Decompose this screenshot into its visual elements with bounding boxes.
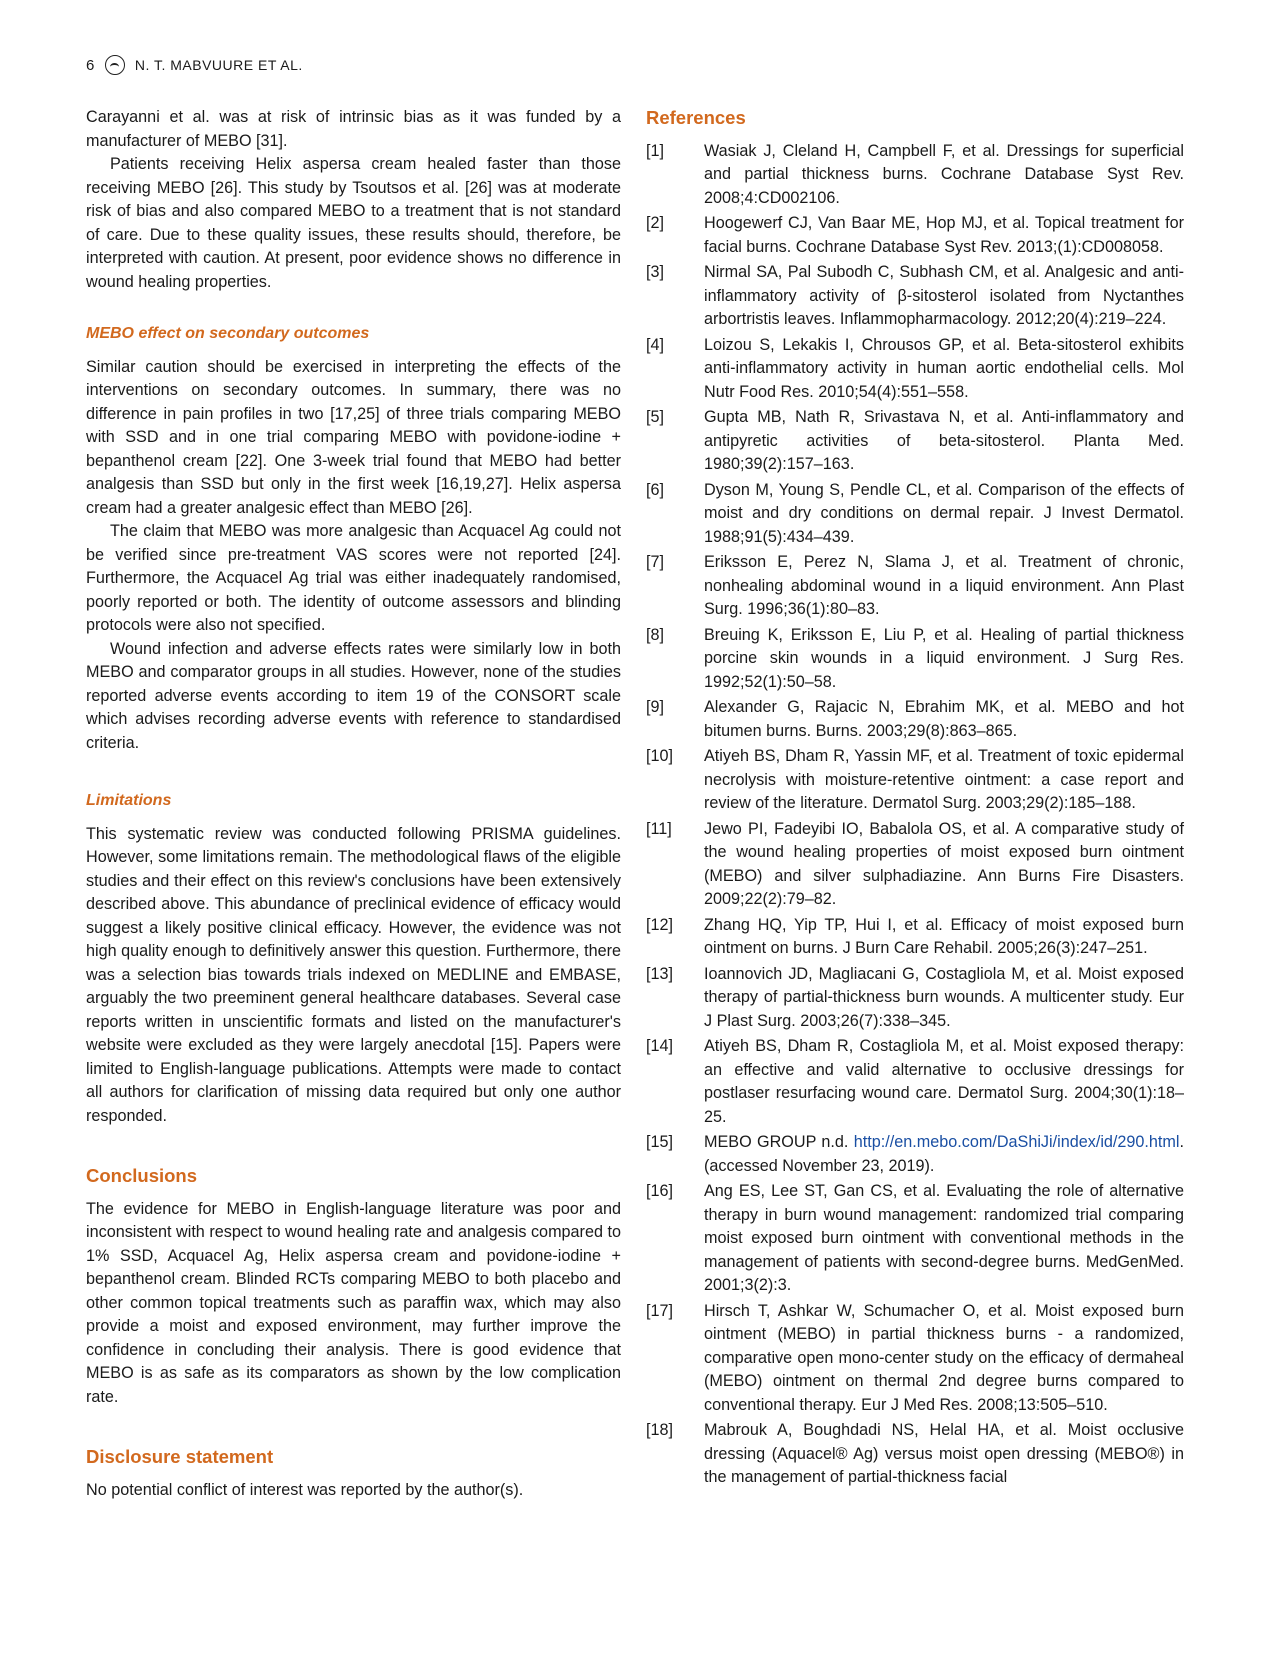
reference-text-pre: MEBO GROUP n.d. [704,1133,854,1151]
reference-item [646,1035,1184,1129]
reference-text: Zhang HQ, Yip TP, Hui I, et al. Efficacy of moist exposed burn ointment on burns. J Burn Care Rehabil. 2005;26(3):247–251. [704,915,1184,957]
running-header [86,52,303,78]
reference-item [646,551,1184,622]
reference-item [646,1180,1184,1298]
reference-number: [18] [646,1421,674,1439]
reference-text: Mabrouk A, Boughdadi NS, Helal HA, et al. Moist occlusive dressing (Aquacel® Ag) versus moist open dressing (MEBO®) in the management of partial-thickness facial [704,1421,1184,1486]
reference-item [646,963,1184,1034]
reference-text: Eriksson E, Perez N, Slama J, et al. Treatment of chronic, nonhealing abdominal wound in a liquid environment. Ann Plast Surg. 1996;36(1):80–83. [704,553,1184,618]
paragraph-carayanni: Carayanni et al. was at risk of intrinsic bias as it was funded by a manufacturer of MEBO [31]. [86,108,621,150]
reference-number: [16] [646,1182,674,1200]
running-authors: N. T. MABVUURE ET AL. [134,57,303,73]
reference-text: Gupta MB, Nath R, Srivastava N, et al. Anti-inflammatory and antipyretic activities of beta-sitosterol. Planta Med. 1980;39(2):157–163. [704,408,1184,473]
reference-item [646,406,1184,477]
reference-text: Atiyeh BS, Dham R, Yassin MF, et al. Treatment of toxic epidermal necrolysis with moisture-retentive ointment: a case report and review of the literature. Dermatol Surg. 2003;29(2):185–188. [704,747,1184,812]
reference-number: [15] [646,1133,674,1151]
left-column [86,106,621,1502]
reference-item [646,212,1184,259]
reference-text: Hoogewerf CJ, Van Baar ME, Hop MJ, et al. Topical treatment for facial burns. Cochrane Database Syst Rev. 2013;(1):CD008058. [704,214,1184,256]
paragraph-acquacel-claim: The claim that MEBO was more analgesic than Acquacel Ag could not be verified since pre-treatment VAS scores were not reported [24]. Furthermore, the Acquacel Ag trial was either inadequately randomised, poorly reported or both. The identity of outcome assessors and blinding protocols were also not specified. [86,522,621,634]
reference-number: [9] [646,698,664,716]
reference-list [646,140,1184,1490]
reference-item [646,261,1184,332]
reference-text: Nirmal SA, Pal Subodh C, Subhash CM, et al. Analgesic and anti-inflammatory activity of β-sitosterol isolated from Nyctanthes arbortristis leaves. Inflammopharmacology. 2012;20(4):219–224. [704,263,1184,328]
heading-disclosure: Disclosure statement [86,1446,274,1467]
reference-text: Alexander G, Rajacic N, Ebrahim MK, et al. MEBO and hot bitumen burns. Burns. 2003;29(8):863–865. [704,698,1184,740]
reference-text: Loizou S, Lekakis I, Chrousos GP, et al. Beta-sitosterol exhibits anti-inflammatory activity in human aortic endothelial cells. Mol Nutr Food Res. 2010;54(4):551–558. [704,335,1184,401]
reference-number: [1] [646,141,664,160]
reference-item [646,479,1184,550]
reference-number: [2] [646,214,664,232]
subheading-secondary-outcomes: MEBO effect on secondary outcomes [86,325,370,342]
reference-item [646,334,1184,405]
reference-text: Ioannovich JD, Magliacani G, Costagliola M, et al. Moist exposed therapy of partial-thickness burn wounds. A multicenter study. Eur J Plast Surg. 2003;26(7):338–345. [704,964,1184,1030]
reference-item [646,745,1184,816]
reference-link[interactable]: http://en.mebo.com/DaShiJi/index/id/290.html [853,1133,1180,1151]
reference-item [646,914,1184,961]
reference-text: Atiyeh BS, Dham R, Costagliola M, et al. Moist exposed therapy: an effective and valid alternative to occlusive dressings for postlaser resurfacing wound care. Dermatol Surg. 2004;30(1):18–25. [704,1037,1184,1126]
heading-conclusions: Conclusions [86,1165,198,1186]
reference-text: Ang ES, Lee ST, Gan CS, et al. Evaluating the role of alternative therapy in burn wound management: randomized trial comparing moist exposed burn ointment with conventional methods in the management of patients with second-degree burns. MedGenMed. 2001;3(2):3. [704,1182,1184,1294]
heading-references: References [646,107,746,128]
reference-item [646,624,1184,695]
reference-text: Breuing K, Eriksson E, Liu P, et al. Healing of partial thickness porcine skin wounds in a liquid environment. J Surg Res. 1992;52(1):50–58. [704,625,1184,691]
paragraph-limitations: This systematic review was conducted following PRISMA guidelines. However, some limitations remain. The methodological flaws of the eligible studies and their effect on this review's conclusions have been extensively described above. This abundance of preclinical evidence of efficacy would suggest a likely positive clinical efficacy. However, the evidence was not high quality enough to definitively answer this question. Furthermore, there was a selection bias towards trials indexed on MEDLINE and EMBASE, arguably the two preeminent general healthcare databases. Several case reports written in unscientific formats and listed on the manufacturer's website were excluded as they were largely anecdotal [15]. Papers were limited to English-language publications. Attempts were made to contact all authors for clarification of missing data required but only one author responded. [86,824,621,1125]
journal-logo-icon [105,55,125,75]
reference-item [646,1419,1184,1490]
references-column [646,106,1184,1492]
reference-number: [4] [646,335,664,354]
reference-item [646,696,1184,743]
reference-number: [3] [646,263,664,281]
reference-text: Wasiak J, Cleland H, Campbell F, et al. Dressings for superficial and partial thickness burns. Cochrane Database Syst Rev. 2008;4:CD002106. [704,141,1184,207]
reference-text [704,1131,1184,1178]
paragraph-conclusions: The evidence for MEBO in English-language literature was poor and inconsistent with respect to wound healing rate and analgesis compared to 1% SSD, Acquacel Ag, Helix aspersa cream and povidone-iodine + bepanthenol cream. Blinded RCTs comparing MEBO to both placebo and other common topical treatments such as paraffin wax, which may also provide a moist and exposed environment, may further improve the confidence in concluding their analysis. There is good evidence that MEBO is as safe as its comparators as shown by the low complication rate. [86,1199,621,1406]
reference-number: [7] [646,553,664,571]
paragraph-wound-infection: Wound infection and adverse effects rates were similarly low in both MEBO and comparator groups in all studies. However, none of the studies reported adverse events according to item 19 of the CONSORT scale which advises recording adverse events with reference to standardised criteria. [86,639,621,752]
reference-number: [12] [646,915,674,934]
paragraph-helix-aspersa: Patients receiving Helix aspersa cream healed faster than those receiving MEBO [26]. This study by Tsoutsos et al. [26] was at moderate risk of bias and also compared MEBO to a treatment that is not standard of care. Due to these quality issues, these results should, therefore, be interpreted with caution. At present, poor evidence shows no difference in wound healing properties. [86,155,621,291]
subheading-limitations: Limitations [86,792,172,809]
reference-number: [13] [646,964,674,983]
reference-number: [14] [646,1037,674,1055]
reference-text: Jewo PI, Fadeyibi IO, Babalola OS, et al. A comparative study of the wound healing properties of moist exposed burn ointment (MEBO) and silver sulphadiazine. Ann Burns Fire Disasters. 2009;22(2):79–82. [704,819,1184,908]
reference-item [646,140,1184,211]
reference-number: [17] [646,1301,674,1320]
paragraph-disclosure: No potential conflict of interest was reported by the author(s). [86,1480,524,1499]
page-number: 6 [86,56,95,74]
reference-item [646,818,1184,912]
reference-text: Hirsch T, Ashkar W, Schumacher O, et al. Moist exposed burn ointment (MEBO) in partial thickness burns - a randomized, comparative open mono-center study on the efficacy of dermaheal (MEBO) ointment on thermal 2nd degree burns compared to conventional therapy. Eur J Med Res. 2008;13:505–510. [704,1301,1184,1414]
paragraph-pain-profiles: Similar caution should be exercised in interpreting the effects of the interventions on secondary outcomes. In summary, there was no difference in pain profiles in two [17,25] of three trials comparing MEBO with SSD and in one trial comparing MEBO with povidone-iodine + bepanthenol cream [22]. One 3-week trial found that MEBO had better analgesis than SSD but only in the first week [16,19,27]. Helix aspersa cream had a greater analgesic effect than MEBO [26]. [86,357,621,517]
reference-text-post: . (accessed November 23, 2019). [704,1133,1184,1175]
reference-item [646,1300,1184,1418]
reference-number: [10] [646,747,674,765]
reference-number: [8] [646,625,664,644]
reference-number: [11] [646,819,672,838]
reference-item [646,1131,1184,1178]
reference-number: [6] [646,480,664,499]
reference-number: [5] [646,408,664,426]
reference-text: Dyson M, Young S, Pendle CL, et al. Comparison of the effects of moist and dry conditions on dermal repair. J Invest Dermatol. 1988;91(5):434–439. [704,480,1184,546]
